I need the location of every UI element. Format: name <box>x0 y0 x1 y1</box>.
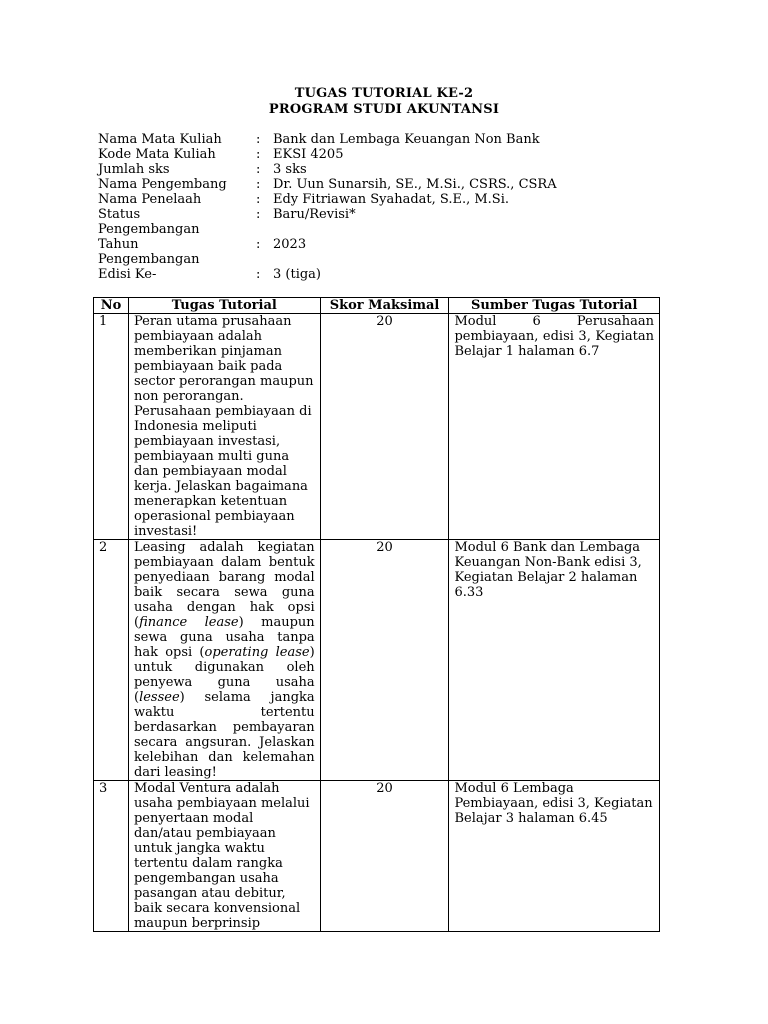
task-term-lessee: lessee <box>139 690 180 705</box>
task-source: Modul 6 Lembaga Pembiayaan, edisi 3, Kegiatan Belajar 3 halaman 6.45 <box>449 781 660 932</box>
table-header-row <box>94 298 660 314</box>
info-value: Bank dan Lembaga Keuangan Non Bank <box>273 132 540 147</box>
info-value: Baru/Revisi* <box>273 207 356 222</box>
info-label: Edisi Ke- <box>98 267 157 282</box>
task-text-part: ) selama jangka waktu tertentu berdasarkan pembayaran secara angsuran. Jelaskan kelebihan dan kelemahan dari leasing! <box>133 690 315 780</box>
task-term-finance-lease: finance lease <box>139 615 239 630</box>
document-subtitle: PROGRAM STUDI AKUNTANSI <box>268 102 500 117</box>
info-colon: : <box>256 147 261 162</box>
info-row-edition <box>98 267 557 282</box>
info-colon: : <box>256 237 261 252</box>
row-number: 3 <box>94 781 129 932</box>
info-row-course-name <box>98 132 557 147</box>
info-label: Kode Mata Kuliah <box>98 147 216 162</box>
tutorial-task-table <box>93 297 660 932</box>
task-source: Modul 6 Bank dan Lembaga Keuangan Non-Bank edisi 3, Kegiatan Belajar 2 halaman 6.33 <box>449 540 660 781</box>
info-value: 2023 <box>273 237 307 252</box>
max-score: 20 <box>320 540 449 781</box>
info-colon: : <box>256 177 261 192</box>
info-colon: : <box>256 162 261 177</box>
header-task: Tugas Tutorial <box>128 298 320 314</box>
task-text: Peran utama prusahaan pembiayaan adalah memberikan pinjaman pembiayaan baik pada sector perorangan maupun non perorangan. Perusahaan pembiayaan di Indonesia meliputi pembiayaan investasi, pembiayaan multi guna dan pembiayaan modal kerja. Jelaskan bagaimana menerapkan ketentuan operasional pembiayaan investasi! <box>128 314 320 540</box>
info-label: Tahun Pengembangan <box>98 237 200 267</box>
info-row-year <box>98 237 557 267</box>
info-row-status <box>98 207 557 237</box>
info-colon: : <box>256 192 261 207</box>
task-term-operating-lease: operating lease <box>204 645 310 660</box>
info-label: Nama Penelaah <box>98 192 202 207</box>
header-source: Sumber Tugas Tutorial <box>449 298 660 314</box>
task-text-part: ) maupun sewa guna usaha tanpa hak opsi ( <box>133 615 315 660</box>
info-colon: : <box>256 207 261 222</box>
info-value: EKSI 4205 <box>273 147 344 162</box>
header-no: No <box>94 298 129 314</box>
info-row-developer <box>98 177 557 192</box>
info-value: Dr. Uun Sunarsih, SE., M.Si., CSRS., CSRA <box>273 177 557 192</box>
task-text <box>128 540 320 781</box>
row-number: 1 <box>94 314 129 540</box>
header-score: Skor Maksimal <box>320 298 449 314</box>
task-text-part: ) untuk digunakan oleh penyewa guna usaha ( <box>133 645 315 705</box>
document-title: TUGAS TUTORIAL KE-2 <box>294 86 474 101</box>
info-row-credits <box>98 162 557 177</box>
info-colon: : <box>256 267 261 282</box>
info-label: Nama Mata Kuliah <box>98 132 222 147</box>
info-label: Status Pengembangan <box>98 207 200 237</box>
info-label: Jumlah sks <box>98 162 170 177</box>
info-colon: : <box>256 132 261 147</box>
info-label: Nama Pengembang <box>98 177 227 192</box>
task-text-part: Leasing adalah kegiatan pembiayaan dalam bentuk penyediaan barang modal baik secara sewa guna usaha dengan hak opsi ( <box>133 540 315 630</box>
info-row-course-code <box>98 147 557 162</box>
info-value: 3 (tiga) <box>273 267 322 282</box>
table-row <box>94 540 660 781</box>
table-row <box>94 314 660 540</box>
max-score: 20 <box>320 314 449 540</box>
row-number: 2 <box>94 540 129 781</box>
table-row <box>94 781 660 932</box>
max-score: 20 <box>320 781 449 932</box>
course-info <box>98 132 557 282</box>
info-value: 3 sks <box>273 162 307 177</box>
task-source: Modul 6 Perusahaan pembiayaan, edisi 3, Kegiatan Belajar 1 halaman 6.7 <box>449 314 660 540</box>
info-row-reviewer <box>98 192 557 207</box>
info-value: Edy Fitriawan Syahadat, S.E., M.Si. <box>273 192 509 207</box>
task-text: Modal Ventura adalah usaha pembiayaan melalui penyertaan modal dan/atau pembiayaan untuk jangka waktu tertentu dalam rangka pengembangan usaha pasangan atau debitur, baik secara konvensional maupun berprinsip <box>128 781 320 932</box>
